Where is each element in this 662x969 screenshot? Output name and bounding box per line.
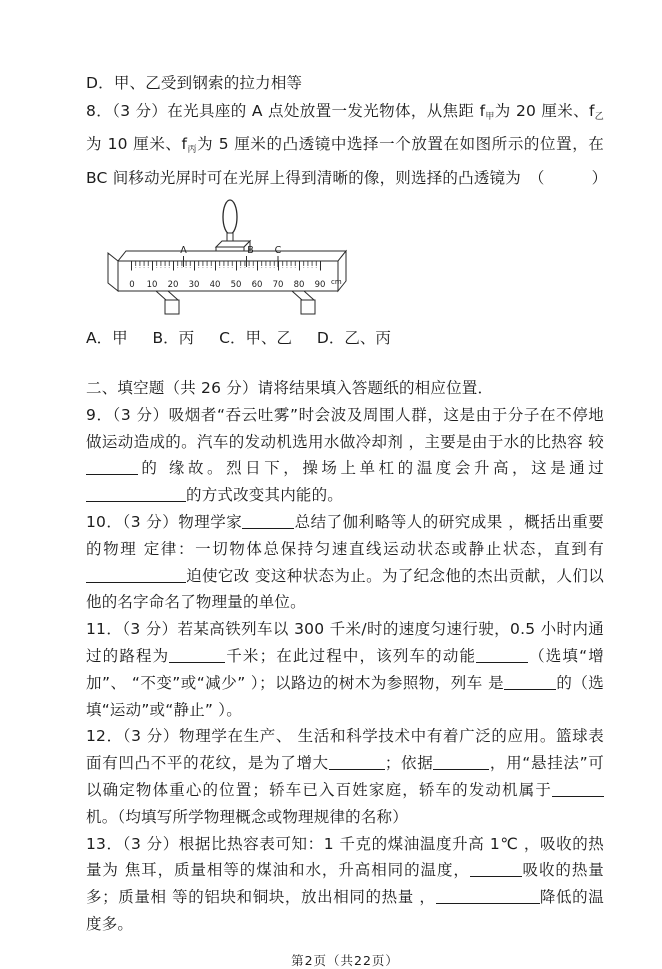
section-2-heading: 二、填空题（共 26 分）请将结果填入答题纸的相应位置． bbox=[86, 379, 494, 397]
option-d-line: D．甲、乙受到钢索的拉力相等 bbox=[86, 74, 303, 92]
q9-text-2: 的 缘故。烈日下，操场上单杠的温度会升高，这是通过 bbox=[138, 459, 604, 478]
q8-subscript-yi: 乙 bbox=[594, 111, 605, 122]
answer-blank bbox=[504, 675, 556, 690]
question-10 bbox=[86, 509, 604, 616]
q11-text-1: 11．（3 分）若某高铁列车以 300 千米/时的速度匀速行驶，0.5 小时内通过的路程为 bbox=[86, 620, 604, 665]
question-9 bbox=[86, 402, 604, 509]
q8-subscript-jia: 甲 bbox=[485, 111, 495, 122]
q11-text-2: 千米；在此过程中，该列车的动能 bbox=[225, 646, 477, 665]
question-8 bbox=[86, 98, 608, 193]
lens-icon bbox=[223, 200, 237, 246]
ruler-unit-label: cm bbox=[331, 278, 342, 286]
q8-text-2: 为 20 厘米、f bbox=[494, 101, 595, 120]
point-label-c: C bbox=[274, 245, 282, 256]
svg-text:80: 80 bbox=[293, 280, 305, 290]
q9-text-1: 9．（3 分）吸烟者“吞云吐雾”时会波及周围人群，这是由于分子在不停地做运动造成的。汽车的发动机选用水做冷却剂 ，主要是由于水的比热容 较 bbox=[86, 405, 604, 451]
svg-text:10: 10 bbox=[146, 280, 158, 290]
q8-text-4: 为 5 厘米的凸透镜中选择一个放置在如图所示的位置，在 BC 间移动光屏时可在光屏上得到清晰的像，则选择的凸透镜为 （ ） bbox=[86, 135, 608, 187]
q10-text-3: 迫使它改 变这种状态为止。为了纪念他的杰出贡献，人们以他的名字命名了物理量的单位。 bbox=[86, 566, 604, 612]
bench-legs bbox=[156, 291, 315, 314]
optical-bench-diagram bbox=[98, 197, 352, 319]
point-label-a: A bbox=[180, 245, 187, 256]
q13-text-1: 13．（3 分）根据比热容表可知：1 千克的煤油温度升高 1℃ ，吸收的热量为 焦耳，质量相等的煤油和水，升高相同的温度， bbox=[86, 834, 604, 880]
question-12 bbox=[86, 723, 604, 830]
q13-text-3: 降低的温度多。 bbox=[86, 888, 604, 933]
svg-text:70: 70 bbox=[272, 280, 284, 290]
q12-text-1: 12．（3 分）物理学在生产、 生活和科学技术中有着广泛的应用。篮球表面有凹凸不平的花纹，是为了增大 bbox=[86, 727, 604, 773]
answer-blank bbox=[86, 568, 186, 583]
svg-text:50: 50 bbox=[230, 280, 242, 290]
q10-text-1: 10．（3 分）物理学家 bbox=[86, 512, 243, 531]
svg-text:60: 60 bbox=[251, 280, 263, 290]
svg-text:90: 90 bbox=[314, 280, 326, 290]
answer-blank bbox=[86, 487, 186, 502]
q11-text-3: （选填“增加”、 “不变”或“减少” ）；以路边的树木为参照物，列车 是 bbox=[86, 646, 604, 692]
ruler-major-ticks bbox=[131, 262, 321, 271]
q8-subscript-bing: 丙 bbox=[187, 145, 198, 155]
question-11 bbox=[86, 616, 604, 723]
option-b: B．丙 bbox=[152, 329, 195, 347]
option-d: D．乙、丙 bbox=[316, 329, 391, 347]
page-footer: 第2页（共22页） bbox=[291, 952, 399, 968]
q10-text-2: 总结了伽利略等人的研究成果 ，概括出重要的物理 定律：一切物体总保持匀速直线运动状态或静止状态，直到有 bbox=[86, 512, 604, 558]
answer-blank bbox=[436, 889, 540, 904]
answer-blank bbox=[552, 782, 604, 797]
q9-text-3: 的方式改变其内能的。 bbox=[186, 486, 344, 505]
q8-text-3: 为 10 厘米、f bbox=[86, 135, 188, 153]
option-a: A．甲 bbox=[86, 329, 128, 347]
answer-blank bbox=[470, 862, 522, 877]
answer-blank bbox=[169, 648, 225, 663]
fill-in-section bbox=[86, 375, 604, 938]
svg-text:40: 40 bbox=[209, 280, 221, 290]
point-label-b: B bbox=[247, 245, 254, 256]
q12-text-2: ；依据 bbox=[384, 754, 434, 773]
answer-blank bbox=[433, 755, 489, 770]
answer-blank bbox=[242, 514, 294, 529]
bench-body bbox=[108, 251, 346, 291]
q12-text-3: ，用“悬挂法”可以确定物体重心的位置；轿车已入百姓家庭，轿车的发动机属于 bbox=[86, 754, 604, 799]
option-c: C．甲、乙 bbox=[219, 329, 292, 347]
answer-blank bbox=[86, 460, 138, 475]
svg-text:30: 30 bbox=[188, 280, 200, 290]
q8-text-1: 8．（3 分）在光具座的 A 点处放置一发光物体，从焦距 f bbox=[86, 101, 486, 120]
q13-text-2: 吸收的热量多；质量相 等的铝块和铜块，放出相同的热量 ， bbox=[86, 861, 604, 907]
answer-blank bbox=[476, 648, 528, 663]
svg-text:0: 0 bbox=[129, 280, 135, 290]
q8-options bbox=[86, 325, 604, 352]
optical-bench-figure bbox=[98, 197, 604, 323]
q11-text-4: 的（选填“运动”或“静止” ）。 bbox=[86, 673, 604, 719]
q12-text-4: 机。（均填写所学物理概念或物理规律的名称） bbox=[86, 807, 408, 826]
answer-blank bbox=[329, 755, 385, 770]
question-13 bbox=[86, 831, 604, 938]
svg-text:20: 20 bbox=[167, 280, 179, 290]
